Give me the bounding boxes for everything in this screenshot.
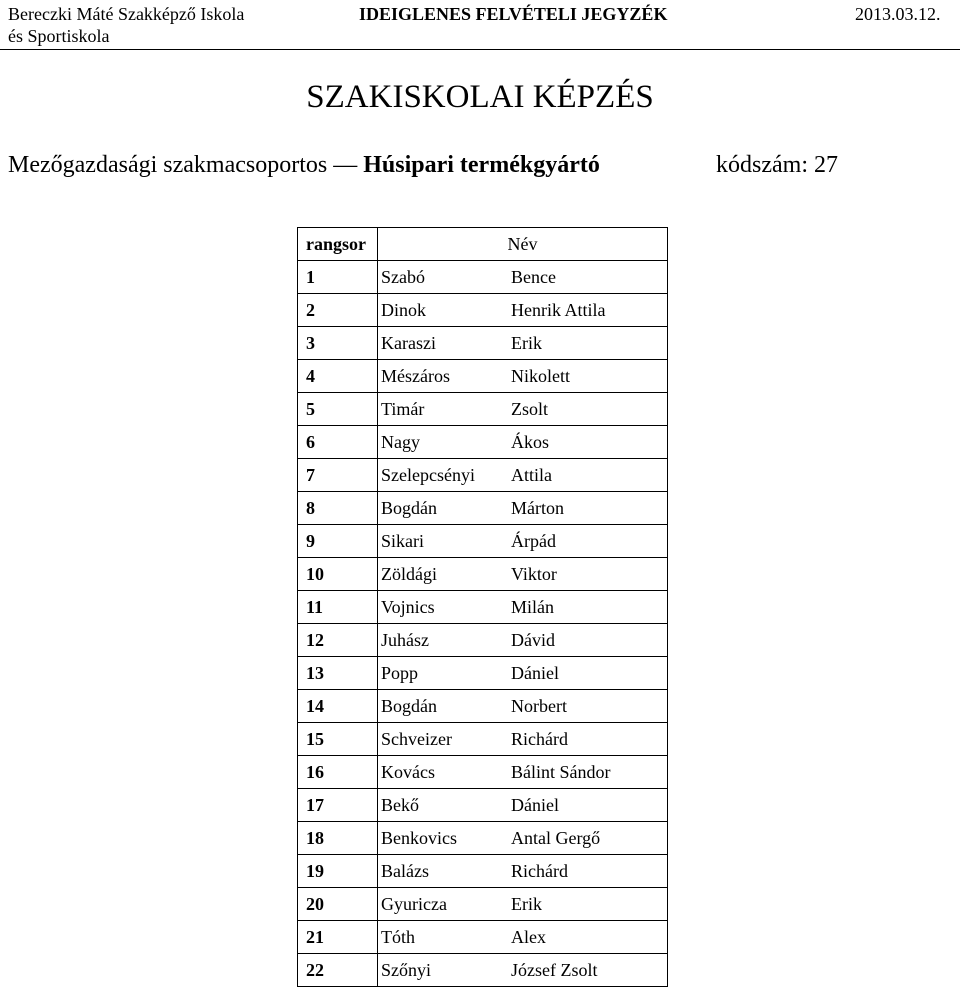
name-cell (378, 558, 668, 591)
surname: Balázs (381, 860, 429, 881)
name-cell (378, 888, 668, 921)
rank-cell: 3 (298, 327, 378, 360)
ranking-table-body (298, 261, 668, 987)
table-row (298, 294, 668, 327)
table-row (298, 426, 668, 459)
name-cell (378, 822, 668, 855)
given-name: Richárd (511, 728, 568, 749)
program-code: kódszám: 27 (716, 152, 838, 178)
table-row (298, 327, 668, 360)
surname: Juhász (381, 629, 429, 650)
rank-cell: 17 (298, 789, 378, 822)
name-cell (378, 591, 668, 624)
name-cell (378, 426, 668, 459)
name-cell (378, 921, 668, 954)
rank-cell: 19 (298, 855, 378, 888)
rank-cell: 7 (298, 459, 378, 492)
rank-cell: 4 (298, 360, 378, 393)
column-header-name: Név (378, 228, 668, 261)
given-name: Alex (511, 926, 546, 947)
name-cell (378, 261, 668, 294)
rank-cell: 10 (298, 558, 378, 591)
rank-cell: 9 (298, 525, 378, 558)
name-cell (378, 723, 668, 756)
surname: Dinok (381, 299, 426, 320)
name-cell (378, 294, 668, 327)
given-name: Dániel (511, 662, 559, 683)
table-row (298, 558, 668, 591)
surname: Tóth (381, 926, 415, 947)
table-row (298, 756, 668, 789)
table-row (298, 657, 668, 690)
name-cell (378, 789, 668, 822)
given-name: Henrik Attila (511, 299, 606, 320)
rank-cell: 21 (298, 921, 378, 954)
surname: Bogdán (381, 497, 437, 518)
rank-cell: 6 (298, 426, 378, 459)
given-name: Dániel (511, 794, 559, 815)
surname: Kovács (381, 761, 435, 782)
document-date: 2013.03.12. (855, 4, 941, 24)
table-row (298, 690, 668, 723)
rank-cell: 14 (298, 690, 378, 723)
surname: Vojnics (381, 596, 435, 617)
name-cell (378, 624, 668, 657)
surname: Sikari (381, 530, 424, 551)
column-header-rank: rangsor (298, 228, 378, 261)
surname: Timár (381, 398, 425, 419)
subtitle-program: Húsipari termékgyártó (363, 152, 600, 178)
rank-cell: 16 (298, 756, 378, 789)
table-row (298, 261, 668, 294)
given-name: Bence (511, 266, 556, 287)
page-header (0, 0, 960, 50)
table-row (298, 822, 668, 855)
name-cell (378, 657, 668, 690)
school-name-line2: és Sportiskola (8, 26, 110, 46)
surname: Zöldági (381, 563, 437, 584)
ranking-table (297, 227, 668, 987)
given-name: Márton (511, 497, 564, 518)
rank-cell: 18 (298, 822, 378, 855)
table-row (298, 360, 668, 393)
school-name (8, 3, 244, 47)
given-name: Attila (511, 464, 552, 485)
table-row (298, 591, 668, 624)
table-row (298, 921, 668, 954)
table-row (298, 393, 668, 426)
name-cell (378, 525, 668, 558)
rank-cell: 12 (298, 624, 378, 657)
surname: Bogdán (381, 695, 437, 716)
name-cell (378, 327, 668, 360)
rank-cell: 1 (298, 261, 378, 294)
given-name: Ákos (511, 431, 550, 452)
surname: Szelepcsényi (381, 464, 475, 485)
given-name: Bálint Sándor (511, 761, 611, 782)
document-title: IDEIGLENES FELVÉTELI JEGYZÉK (359, 4, 668, 24)
rank-cell: 11 (298, 591, 378, 624)
table-row (298, 855, 668, 888)
rank-cell: 5 (298, 393, 378, 426)
surname: Karaszi (381, 332, 436, 353)
given-name: József Zsolt (511, 959, 598, 980)
name-cell (378, 360, 668, 393)
table-row (298, 723, 668, 756)
table-row (298, 525, 668, 558)
name-cell (378, 492, 668, 525)
rank-cell: 15 (298, 723, 378, 756)
surname: Gyuricza (381, 893, 447, 914)
given-name: Erik (511, 332, 542, 353)
table-row (298, 624, 668, 657)
rank-cell: 22 (298, 954, 378, 987)
given-name: Norbert (511, 695, 567, 716)
surname: Nagy (381, 431, 420, 452)
given-name: Árpád (511, 530, 556, 551)
name-cell (378, 459, 668, 492)
surname: Bekő (381, 794, 419, 815)
table-row (298, 492, 668, 525)
school-name-line1: Bereczki Máté Szakképző Iskola (8, 4, 245, 24)
given-name: Dávid (511, 629, 555, 650)
surname: Szőnyi (381, 959, 432, 980)
surname: Szabó (381, 266, 425, 287)
table-row (298, 459, 668, 492)
given-name: Viktor (511, 563, 557, 584)
given-name: Milán (511, 596, 554, 617)
rank-cell: 20 (298, 888, 378, 921)
main-title: SZAKISKOLAI KÉPZÉS (306, 79, 654, 115)
name-cell (378, 690, 668, 723)
table-row (298, 789, 668, 822)
given-name: Erik (511, 893, 542, 914)
surname: Popp (381, 662, 419, 683)
surname: Mészáros (381, 365, 450, 386)
given-name: Nikolett (511, 365, 570, 386)
surname: Benkovics (381, 827, 457, 848)
given-name: Richárd (511, 860, 568, 881)
rank-cell: 13 (298, 657, 378, 690)
given-name: Antal Gergő (511, 827, 601, 848)
surname: Schveizer (381, 728, 452, 749)
name-cell (378, 393, 668, 426)
name-cell (378, 855, 668, 888)
subtitle-group: Mezőgazdasági szakmacsoportos — (8, 152, 358, 178)
rank-cell: 8 (298, 492, 378, 525)
subtitle (8, 150, 600, 180)
rank-cell: 2 (298, 294, 378, 327)
name-cell (378, 756, 668, 789)
table-header-row (298, 228, 668, 261)
given-name: Zsolt (511, 398, 549, 419)
table-row (298, 888, 668, 921)
